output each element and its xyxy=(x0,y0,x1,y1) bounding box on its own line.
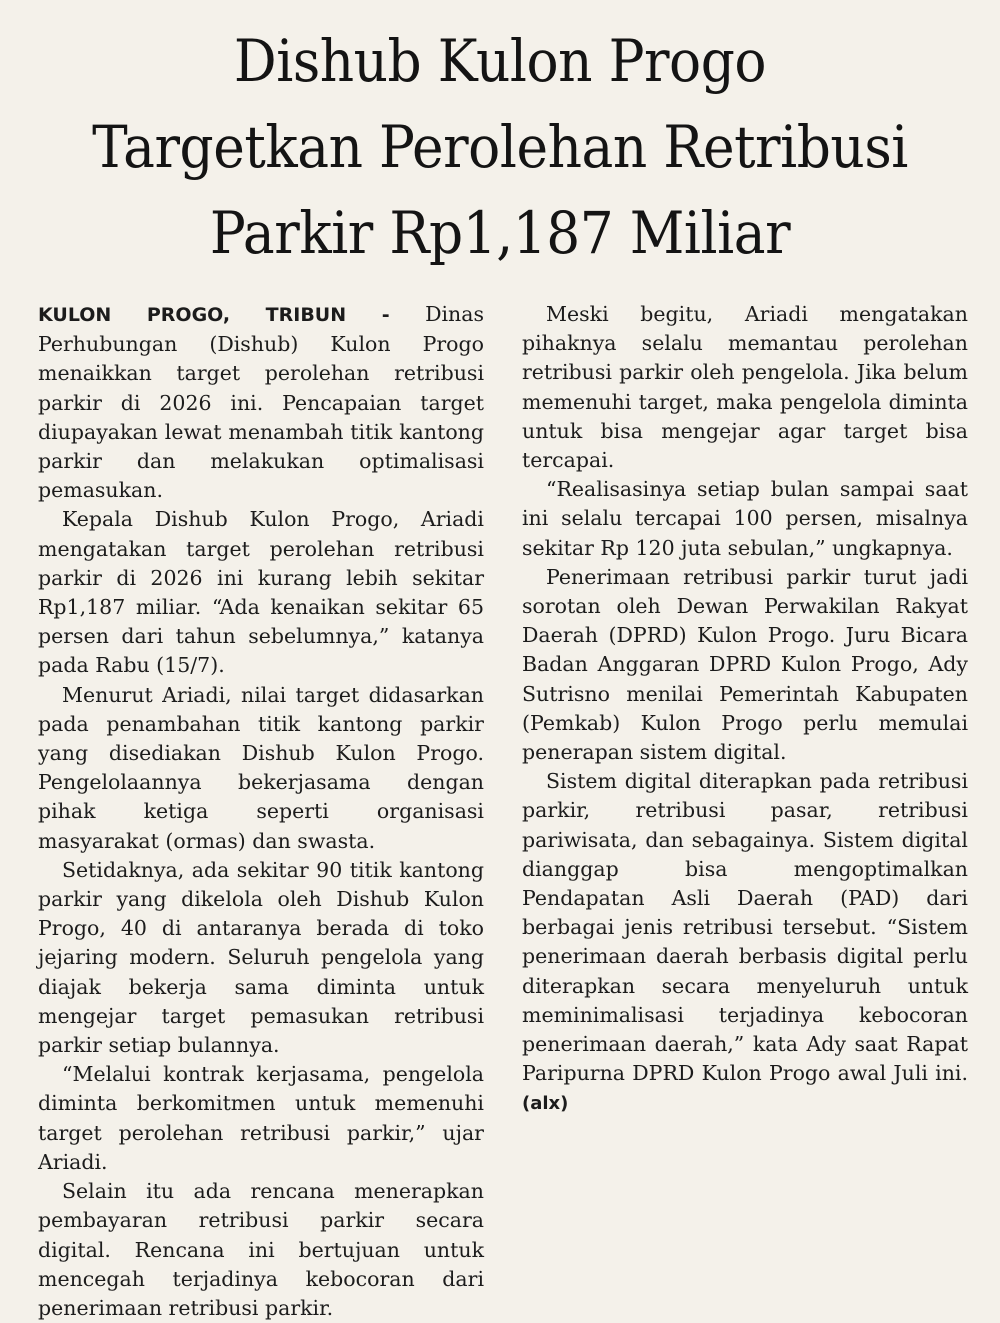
column-right xyxy=(522,300,968,1323)
paragraph: Selain itu ada rencana menerapkan pembayaran retribusi parkir secara digital. Rencana ini bertujuan untuk mencegah terjadinya kebocoran dari penerimaan retribusi parkir. xyxy=(38,1179,484,1320)
headline xyxy=(68,18,933,276)
headline-line-1: Dishub Kulon Progo xyxy=(233,27,767,95)
paragraph: Kepala Dishub Kulon Progo, Ariadi mengatakan target perolehan retribusi parkir di 2026 ini kurang lebih sekitar Rp1,187 miliar. “Ada kenaikan sekitar 65 persen dari tahun sebelumnya,” katanya pada Rabu (15/7). xyxy=(38,507,484,678)
paragraph xyxy=(522,767,968,1118)
headline-line-3: Parkir Rp1,187 Miliar xyxy=(209,199,791,267)
paragraph-text: Dinas Perhubungan (Dishub) Kulon Progo menaikkan target perolehan retribusi parkir di 2026 ini. Pencapaian target diupayakan lewat menambah titik kantong parkir dan melakukan optimalisasi pemasukan. xyxy=(38,302,484,503)
article-body xyxy=(38,300,968,1323)
dateline: KULON PROGO, TRIBUN - xyxy=(38,304,390,326)
paragraph: Meski begitu, Ariadi mengatakan pihaknya selalu memantau perolehan retribusi parkir oleh pengelola. Jika belum memenuhi target, maka pengelola diminta untuk bisa mengejar agar target bisa tercapai. xyxy=(522,302,968,473)
column-left xyxy=(38,300,484,1323)
headline-line-2: Targetkan Perolehan Retribusi xyxy=(92,113,908,181)
author-signature: (alx) xyxy=(522,1093,569,1115)
paragraph: Menurut Ariadi, nilai target didasarkan pada penambahan titik kantong parkir yang disediakan Dishub Kulon Progo. Pengelolaannya bekerjasama dengan pihak ketiga seperti organisasi masyarakat (ormas) dan swasta. xyxy=(38,682,484,853)
paragraph: Setidaknya, ada sekitar 90 titik kantong parkir yang dikelola oleh Dishub Kulon Progo, 40 di antaranya berada di toko jejaring modern. Seluruh pengelola yang diajak bekerja sama diminta untuk mengejar target pemasukan retribusi parkir setiap bulannya. xyxy=(38,857,484,1058)
paragraph-text: Sistem digital diterapkan pada retribusi parkir, retribusi pasar, retribusi pariwisata, dan sebagainya. Sistem digital dianggap bisa mengoptimalkan Pendapatan Asli Daerah (PAD) dari berbagai jenis retribusi tersebut. “Sistem penerimaan daerah berbasis digital perlu diterapkan secara menyeluruh untuk meminimalisasi terjadinya kebocoran penerimaan daerah,” kata Ady saat Rapat Paripurna DPRD Kulon Progo awal Juli ini. xyxy=(522,769,968,1086)
paragraph: “Realisasinya setiap bulan sampai saat ini selalu tercapai 100 persen, misalnya sekitar Rp 120 juta sebulan,” ungkapnya. xyxy=(522,477,968,560)
paragraph xyxy=(38,300,484,505)
paragraph: Penerimaan retribusi parkir turut jadi sorotan oleh Dewan Perwakilan Rakyat Daerah (DPRD) Kulon Progo. Juru Bicara Badan Anggaran DPRD Kulon Progo, Ady Sutrisno menilai Pemerintah Kabupaten (Pemkab) Kulon Progo perlu memulai penerapan sistem digital. xyxy=(522,564,968,765)
paragraph: “Melalui kontrak kerjasama, pengelola diminta berkomitmen untuk memenuhi target perolehan retribusi parkir,” ujar Ariadi. xyxy=(38,1062,484,1174)
